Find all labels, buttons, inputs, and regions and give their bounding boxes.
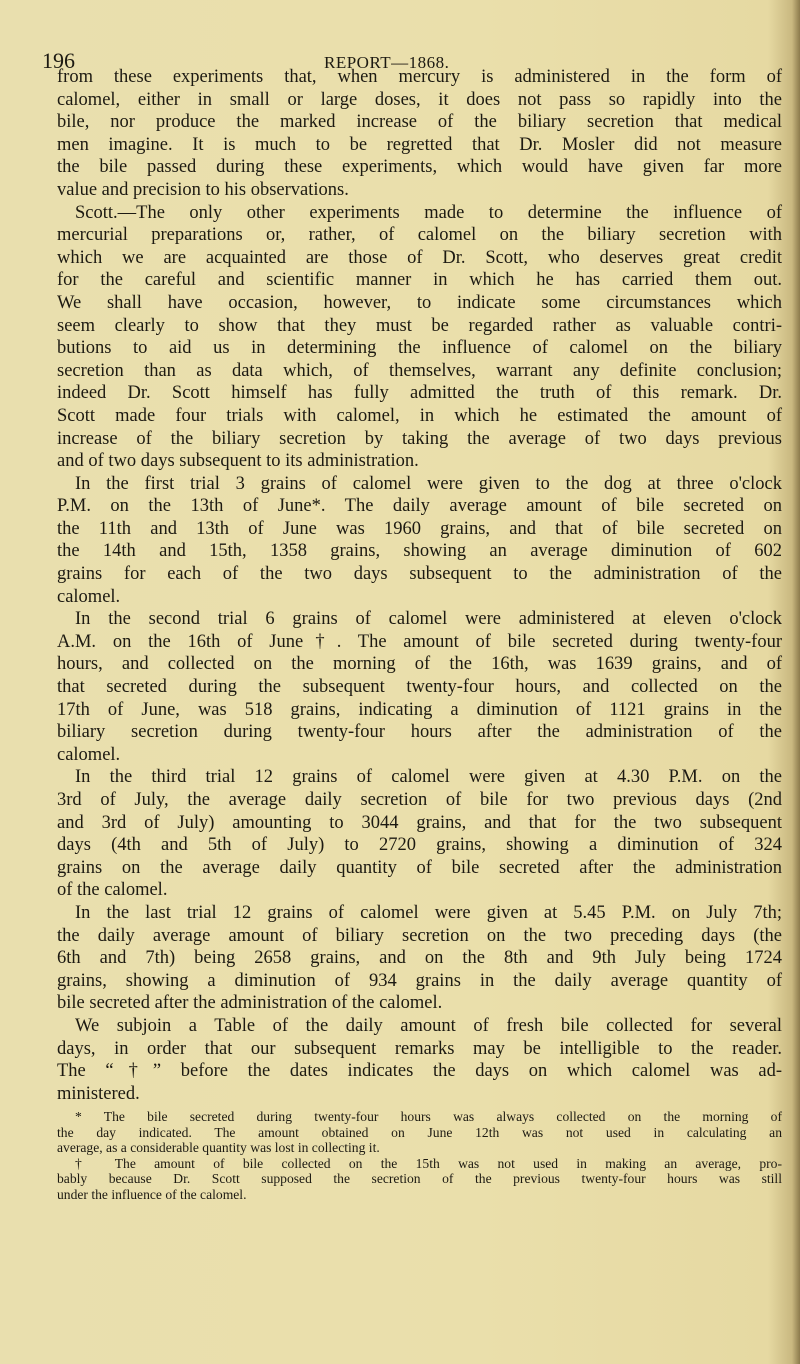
- text-line: 6th and 7th) being 2658 grains, and on the 8th and 9th July being 1724: [57, 948, 782, 969]
- paragraph: [57, 766, 782, 902]
- text-line: and 3rd of July) amounting to 3044 grains, and that for the two subsequent: [57, 812, 782, 833]
- text-line: 17th of June, was 518 grains, indicating a diminution of 1121 grains in the: [57, 699, 782, 720]
- text-line: hours, and collected on the morning of the 16th, was 1639 grains, and of: [57, 654, 782, 675]
- text-line: Scott.—The only other experiments made to determine the influence of: [75, 202, 782, 223]
- text-line: secretion than as data which, of themselves, warrant any definite conclusion;: [57, 360, 782, 381]
- text-line: We shall have occasion, however, to indicate some circumstances which: [57, 292, 782, 313]
- text-line: that secreted during the subsequent twenty-four hours, and collected on the: [57, 677, 782, 698]
- footnote: [57, 1109, 782, 1156]
- text-line: calomel.: [57, 744, 121, 765]
- text-line: grains for each of the two days subsequent to the administration of the: [57, 564, 782, 585]
- text-line: grains on the average daily quantity of bile secreted after the administration: [57, 857, 782, 878]
- text-line: grains, showing a diminution of 934 grains in the daily average quantity of: [57, 970, 782, 991]
- text-line: ministered.: [57, 1083, 140, 1104]
- text-line: In the first trial 3 grains of calomel were given to the dog at three o'clock: [75, 473, 782, 494]
- text-line: average, as a considerable quantity was lost in collecting it.: [57, 1140, 380, 1156]
- text-line: biliary secretion during twenty-four hours after the administration of the: [57, 722, 782, 743]
- text-line: The “†” before the dates indicates the days on which calomel was ad-: [57, 1061, 782, 1082]
- text-line: P.M. on the 13th of June*. The daily average amount of bile secreted on: [57, 496, 782, 517]
- text-line: increase of the biliary secretion by taking the average of two days previous: [57, 428, 782, 449]
- text-line: of the calomel.: [57, 880, 168, 901]
- text-line: bile secreted after the administration of the calomel.: [57, 993, 443, 1014]
- text-line: and of two days subsequent to its administration.: [57, 451, 419, 472]
- text-line: In the second trial 6 grains of calomel were administered at eleven o'clock: [75, 609, 782, 630]
- text-line: the bile passed during these experiments, which would have given far more: [57, 157, 782, 178]
- text-line: 3rd of July, the average daily secretion of bile for two previous days (2nd: [57, 790, 782, 810]
- text-line: * The bile secreted during twenty-four hours was always collected on the morning of: [75, 1109, 782, 1124]
- text-line: We subjoin a Table of the daily amount of fresh bile collected for several: [75, 1015, 782, 1036]
- text-line: which we are acquainted are those of Dr. Scott, who deserves great credit: [57, 247, 782, 268]
- text-line: In the last trial 12 grains of calomel were given at 5.45 P.M. on July 7th;: [75, 902, 782, 923]
- running-title-text: REPORT—1868.: [324, 53, 450, 72]
- text-line: indeed Dr. Scott himself has fully admitted the truth of this remark. Dr.: [57, 383, 782, 404]
- footnote: [57, 1156, 782, 1203]
- body-text: [57, 66, 782, 1105]
- text-line: the day indicated. The amount obtained on June 12th was not used in calculating an: [57, 1124, 782, 1140]
- text-line: A.M. on the 16th of June†. The amount of bile secreted during twenty-four: [57, 631, 782, 652]
- paragraph: [57, 902, 782, 1015]
- text-line: from these experiments that, when mercury is administered in the form of: [57, 67, 782, 87]
- text-line: bile, nor produce the marked increase of the biliary secretion that medical: [57, 112, 782, 133]
- text-line: calomel.: [57, 586, 121, 607]
- text-line: days, in order that our subsequent remarks may be intelligible to the reader.: [57, 1038, 782, 1059]
- paragraph: [57, 473, 782, 609]
- paragraph: [57, 608, 782, 766]
- text-line: butions to aid us in determining the influence of calomel on the biliary: [57, 338, 782, 359]
- footnotes: [57, 1109, 782, 1203]
- paragraph: [57, 202, 782, 473]
- text-line: the daily average amount of biliary secretion on the two preceding days (the: [57, 925, 782, 946]
- text-line: † The amount of bile collected on the 15th was not used in making an average, pro-: [75, 1155, 782, 1171]
- text-line: seem clearly to show that they must be regarded rather as valuable contri-: [57, 315, 782, 336]
- text-line: days (4th and 5th of July) to 2720 grains, showing a diminution of 324: [57, 835, 782, 856]
- paragraph: [57, 66, 782, 202]
- text-line: Scott made four trials with calomel, in which he estimated the amount of: [57, 405, 782, 426]
- page-number: 196: [42, 48, 75, 73]
- text-line: mercurial preparations or, rather, of calomel on the biliary secretion with: [57, 225, 782, 246]
- text-line: bably because Dr. Scott supposed the secretion of the previous twenty-four hours was still: [57, 1171, 782, 1187]
- text-line: In the third trial 12 grains of calomel were given at 4.30 P.M. on the: [75, 767, 782, 788]
- text-line: for the careful and scientific manner in which he has carried them out.: [57, 270, 782, 291]
- text-line: the 14th and 15th, 1358 grains, showing an average diminution of 602: [57, 541, 782, 562]
- paragraph: [57, 1015, 782, 1105]
- text-line: calomel, either in small or large doses, it does not pass so rapidly into the: [57, 89, 782, 110]
- text-line: under the influence of the calomel.: [57, 1186, 247, 1202]
- text-line: the 11th and 13th of June was 1960 grains, and that of bile secreted on: [57, 518, 782, 539]
- text-line: men imagine. It is much to be regretted that Dr. Mosler did not measure: [57, 134, 782, 155]
- text-line: value and precision to his observations.: [57, 179, 349, 200]
